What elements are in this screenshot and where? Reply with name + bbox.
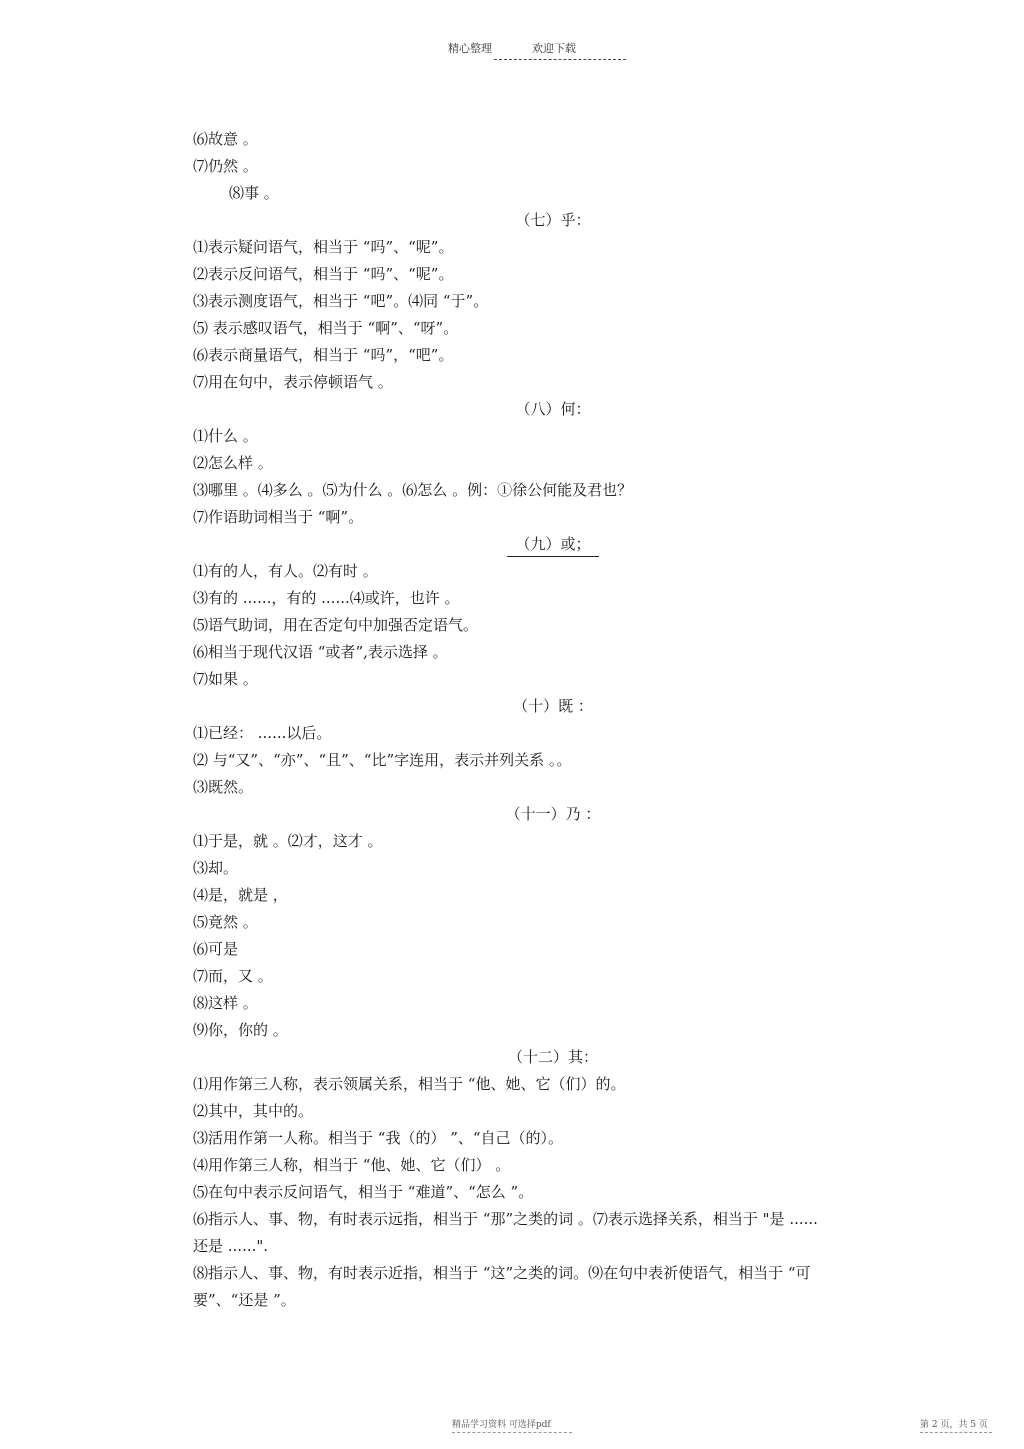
text-line: ⑻事 。: [229, 184, 279, 202]
text-line: ⑶活用作第一人称。相当于 “我（的） ”、“自己（的）。: [193, 1129, 564, 1147]
header-left-text: 精心整理: [448, 42, 492, 55]
text-line: ⑷用作第三人称，相当于 “他、她、它（们） 。: [193, 1156, 511, 1174]
header-right-text: 欢迎下载: [532, 42, 576, 55]
text-line: 要”、“还是 ”。: [193, 1291, 296, 1309]
text-line: ⑵ 与“又”、“亦”、“且”、“比”字连用，表示并列关系 。。: [193, 751, 572, 769]
section-heading: （七）乎：: [515, 211, 591, 229]
text-line: ⑵怎么样 。: [193, 454, 273, 472]
text-line: ⑹可是: [193, 940, 239, 958]
page-header: [0, 40, 1024, 56]
text-line: ⑶却。: [193, 859, 239, 877]
text-line: ⑺作语助词相当于 “啊”。: [193, 508, 364, 526]
text-line: ⑺如果 。: [193, 670, 258, 688]
page-number: 第 2 页，共 5 页: [920, 1420, 988, 1430]
text-line: ⑴什么 。: [193, 427, 258, 445]
text-line: ⑵表示反问语气，相当于 “吗”、“呢”。: [193, 265, 454, 283]
document-body: [193, 126, 933, 1314]
text-line: ⑸在句中表示反问语气，相当于 “难道”、“怎么 ”。: [193, 1183, 534, 1201]
text-line: ⑵其中，其中的。: [193, 1102, 314, 1120]
footer-divider: [452, 1432, 572, 1433]
section-heading: （十一）乃 ：: [505, 805, 601, 823]
text-line: ⑸语气助词，用在否定句中加强否定语气。: [193, 616, 479, 634]
footer-left-text: 精品学习资料 可选择pdf: [452, 1420, 551, 1430]
text-line: ⑴有的人，有人。⑵有时 。: [193, 562, 378, 580]
text-line: ⑶有的 ......，有的 ......⑷或许，也许 。: [193, 589, 460, 607]
text-line: ⑺仍然 。: [193, 157, 258, 175]
text-line: ⑹指示人、事、物，有时表示远指，相当于 “那”之类的词 。⑺表示选择关系，相当于 "是 ......: [193, 1210, 818, 1228]
text-line: ⑻指示人、事、物，有时表示近指，相当于 “这”之类的词。⑼在句中表祈使语气，相当于 “可: [193, 1264, 811, 1282]
text-line: ⑻这样 。: [193, 994, 258, 1012]
text-line: ⑴已经： ......以后。: [193, 724, 332, 742]
footer-divider: [920, 1432, 992, 1433]
text-line: ⑹相当于现代汉语 “或者”,表示选择 。: [193, 643, 448, 661]
section-heading-text: （九）或；: [507, 535, 598, 557]
text-line: ⑺而，又 。: [193, 967, 273, 985]
text-line: ⑹表示商量语气，相当于 “吗”，“吧”。: [193, 346, 454, 364]
text-line: ⑼你，你的 。: [193, 1021, 288, 1039]
text-line: ⑹故意 。: [193, 130, 258, 148]
text-line: ⑸竟然 。: [193, 913, 258, 931]
section-heading: [193, 531, 933, 558]
text-line: 还是 ......".: [193, 1237, 269, 1255]
text-line: ⑺用在句中，表示停顿语气 。: [193, 373, 393, 391]
section-heading: （十）既 ：: [513, 697, 593, 715]
text-line: ⑶表示测度语气，相当于 “吧”。⑷同 “于”。: [193, 292, 489, 310]
text-line: ⑴表示疑问语气，相当于 “吗”、“呢”。: [193, 238, 454, 256]
text-line: ⑷是，就是 ，: [193, 886, 288, 904]
section-heading: （十二）其：: [507, 1048, 598, 1066]
text-line: ⑶哪里 。⑷多么 。⑸为什么 。⑹怎么 。例：①徐公何能及君也？: [193, 481, 633, 499]
text-line: ⑸ 表示感叹语气，相当于 “啊”、“呀”。: [193, 319, 459, 337]
text-line: ⑴用作第三人称，表示领属关系，相当于 “他、她、它（们）的。: [193, 1075, 626, 1093]
text-line: ⑶既然。: [193, 778, 254, 796]
text-line: ⑴于是，就 。⑵才，这才 。: [193, 832, 383, 850]
section-heading: （八）何：: [515, 400, 591, 418]
header-divider: [494, 59, 626, 60]
